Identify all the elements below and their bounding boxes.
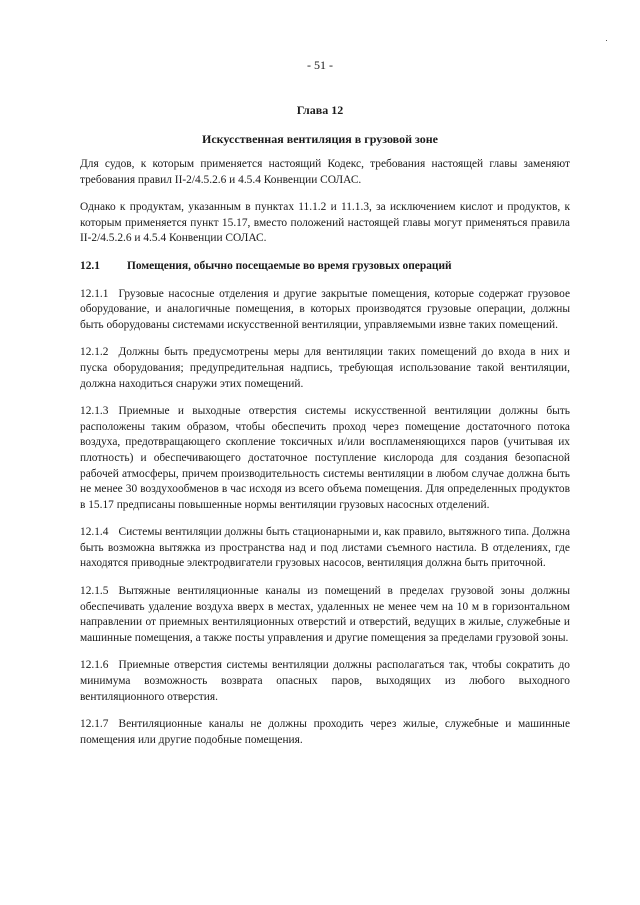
paragraph-12-1-1 [80,287,570,334]
chapter-title: Искусственная вентиляция в грузовой зоне [202,132,438,146]
paragraph-number: 12.1.7 [80,718,109,731]
paragraph-number: 12.1.4 [80,526,109,539]
paragraph-text: Приемные и выходные отверстия системы искусственной вентиляции должны быть расположены таким образом, чтобы обеспечить проход через помещение достаточного потока воздуха, предотвращающего скопление токсичных и/или воспламеняющихся паров (учитывая их плотность) и обеспечивающего достаточное поступление кислорода для создания безопасной рабочей атмосферы, причем производительность системы вентиляции в любом случае должна быть не менее 30 воздухообменов в час исходя из всего объема помещения. Для определенных продуктов в 15.17 предписаны повышенные нормы вентиляции грузовых насосных отделений. [80,405,570,511]
page-number: - 51 - [307,58,333,72]
section-heading [80,259,570,275]
paragraph-text: Приемные отверстия системы вентиляции должны располагаться так, чтобы сократить до минимума возможность возврата опасных паров, выходящих из любого выходного вентиляционного отверстия. [80,659,570,703]
intro-paragraph-1: Для судов, к которым применяется настоящий Кодекс, требования настоящей главы заменяют требования правил II-2/4.5.2.6 и 4.5.4 Конвенции СОЛАС. [80,158,570,186]
paragraph-12-1-6 [80,658,570,705]
paragraph-text: Должны быть предусмотрены меры для вентиляции таких помещений до входа в них и пуска оборудования; предупредительная надпись, требующая использование такой вентиляции, должна находиться снаружи этих помещений. [80,346,570,390]
paragraph-12-1-5 [80,584,570,646]
chapter-heading: Глава 12 [296,103,344,117]
paragraph-12-1-7 [80,717,570,748]
intro-paragraph-2: Однако к продуктам, указанным в пунктах 11.1.2 и 11.1.3, за исключением кислот и продуктов, к которым применяется пункт 15.17, вместо положений настоящей главы могут применяться правила II-2/4.5.2.6 и 4.5.4 Конвенции СОЛАС. [80,201,570,245]
paragraph-number: 12.1.1 [80,287,109,300]
section-title: Помещения, обычно посещаемые во время грузовых операций [127,259,452,272]
document-body [80,157,570,760]
paragraph-text: Системы вентиляции должны быть стационарными и, как правило, вытяжного типа. Должна быть возможна вытяжка из пространства над и под листами съемного настила. В отделениях, где находятся приводные электродвигатели грузовых насосов, вентиляция должна быть приточной. [80,526,571,570]
paragraph-number: 12.1.2 [80,346,109,359]
paragraph-12-1-4 [80,525,570,572]
paragraph-text: Вентиляционные каналы не должны проходить через жилые, служебные и машинные помещения или другие подобные помещения. [80,718,570,746]
paragraph-12-1-2 [80,345,570,392]
paragraph-number: 12.1.3 [80,405,109,418]
paragraph-text: Грузовые насосные отделения и другие закрытые помещения, которые содержат грузовое оборудование, и аналогичные помещения, в которых производятся грузовые операции, должны быть оборудованы системами искусственной вентиляции, управляемыми извне таких помещений. [80,287,570,331]
paragraph-number: 12.1.6 [80,659,109,672]
paragraph-text: Вытяжные вентиляционные каналы из помещений в пределах грузовой зоны должны обеспечивать удаление воздуха вверх в местах, удаленных не менее чем на 10 м в горизонтальном направлении от приемных вентиляционных отверстий и отверстий, ведущих в жилые, служебные и машинные помещения, а также посты управления и другие помещения за пределами грузовой зоны. [80,585,570,644]
paragraph-12-1-3 [80,404,570,513]
scan-speck [606,40,607,41]
section-number: 12.1 [80,259,100,272]
paragraph-number: 12.1.5 [80,585,109,598]
